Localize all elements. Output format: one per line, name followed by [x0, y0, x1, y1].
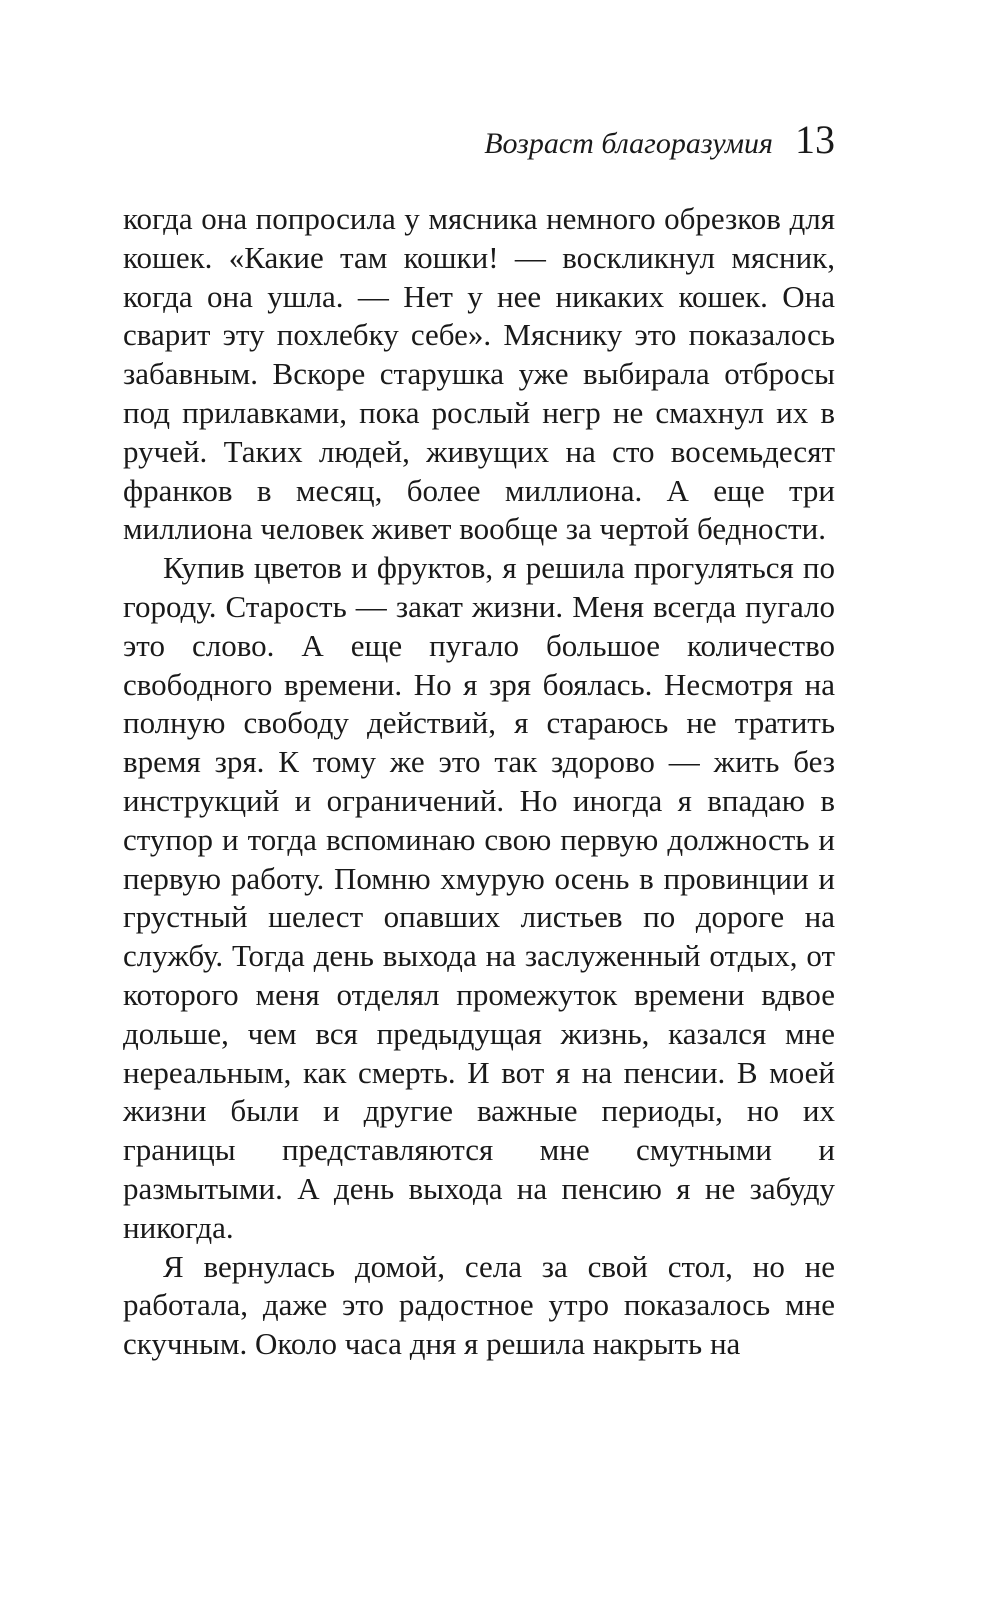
paragraph: Я вернулась домой, села за свой стол, но не работала, даже это радостное утро показалось мне скучным. Около часа дня я решила накрыть на — [123, 1248, 835, 1362]
paragraph: Купив цветов и фруктов, я решила прогуляться по городу. Старость — закат жизни. Меня всегда пугало это слово. А еще пугало большое количество свободного времени. Но я зря боялась. Несмотря на полную свободу действий, я стараюсь не тратить время зря. К тому же это так здорово — жить без инструкций и ограничений. Но иногда я впадаю в ступор и тогда вспоминаю свою первую должность и первую работу. Помню хмурую осень в провинции и грустный шелест опавших листьев по дороге на службу. Тогда день выхода на заслуженный отдых, от которого меня отделял промежуток времени вдвое дольше, чем вся предыдущая жизнь, казался мне нереальным, как смерть. И вот я на пенсии. В моей жизни были и другие важные периоды, но их границы представляются мне смутными и размытыми. А день выхода на пенсию я не забуду никогда. — [123, 550, 835, 1245]
paragraph: когда она попросила у мясника немного обрезков для кошек. «Какие там кошки! — воскликнул мясник, когда она ушла. — Нет у нее никаких кошек. Она сварит эту похлебку себе». Мяснику это показалось забавным. Вскоре старушка уже выбирала отбросы под прилавками, пока рослый негр не смахнул их в ручей. Таких людей, живущих на сто восемьдесят франков в месяц, более миллиона. А еще три миллиона человек живет вообще за чертой бедности. — [123, 201, 835, 547]
body-text — [123, 200, 835, 1364]
page-number: 13 — [795, 117, 835, 162]
running-title: Возраст благоразумия — [484, 127, 773, 160]
running-header — [484, 116, 835, 163]
